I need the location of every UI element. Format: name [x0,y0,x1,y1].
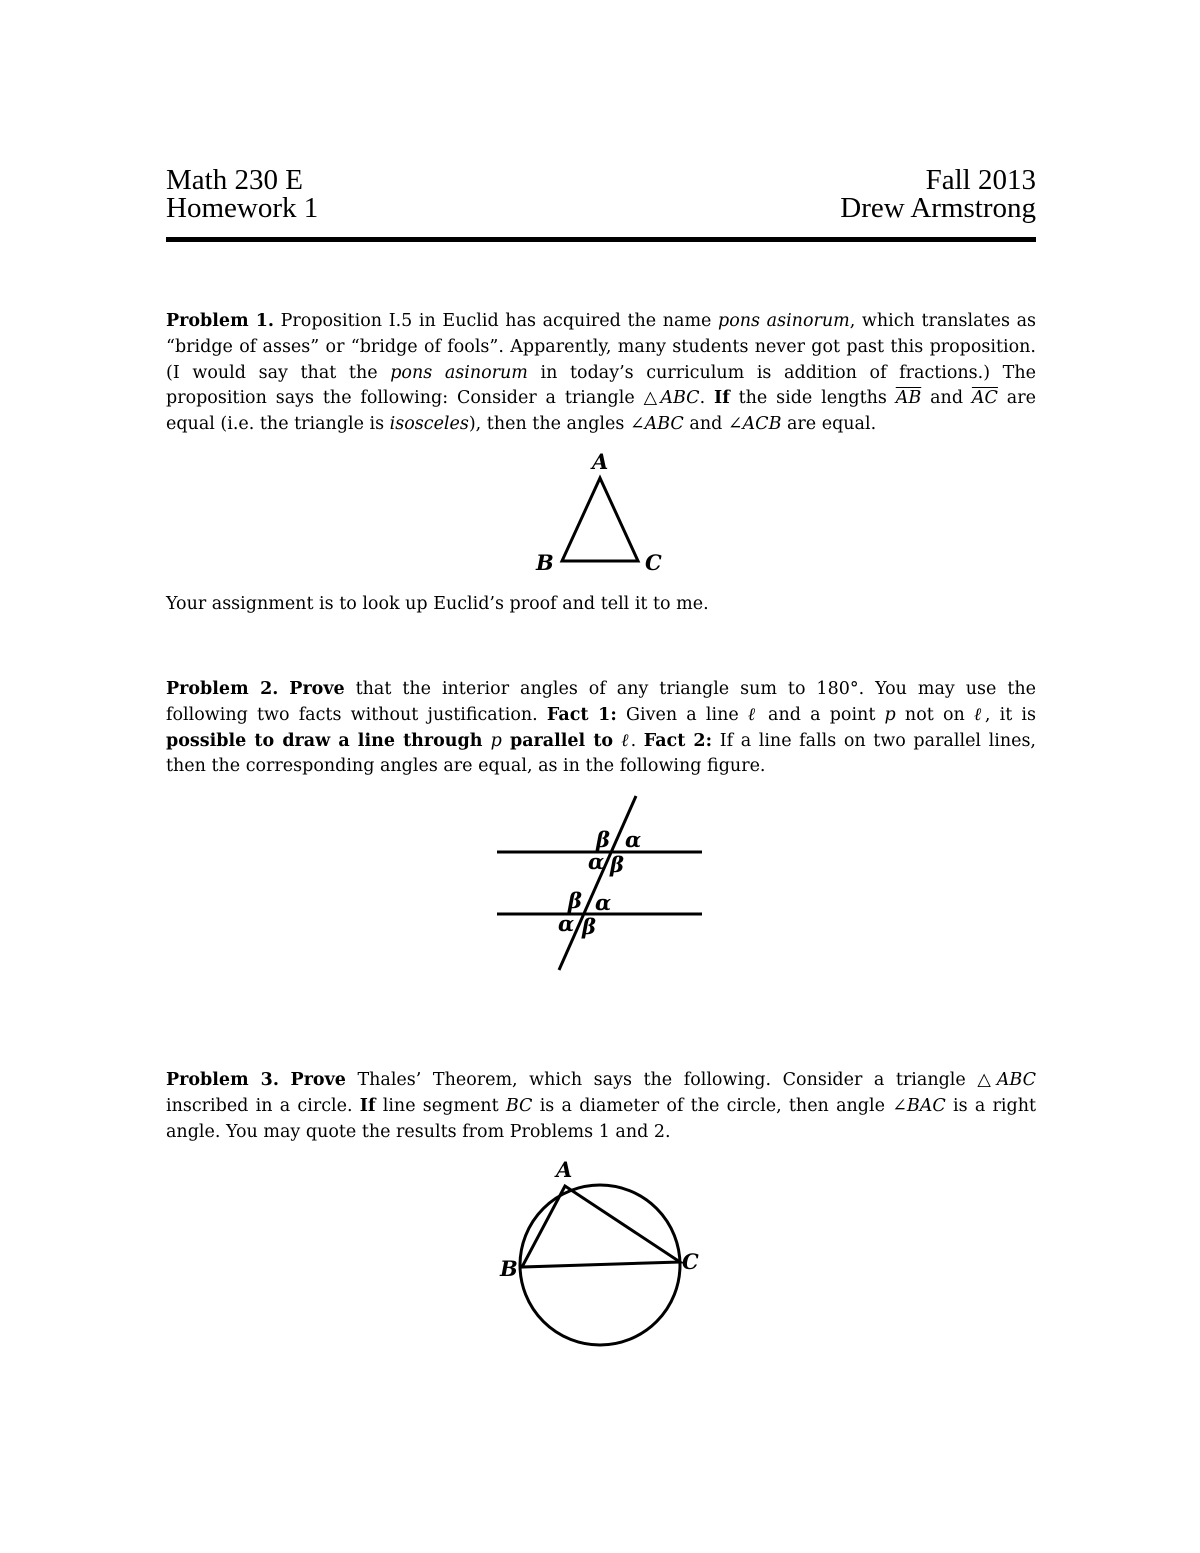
label-alpha-1: α [625,827,642,852]
inscribed-triangle [522,1186,680,1267]
p2-text-g: If a line falls on two parallel lines, then the corresponding angles are equal, as in the following figure. [166,730,1036,777]
p1-text-d: . [699,388,715,409]
p3-text-e: is a right angle. You may quote the results from Problems 1 and 2. [166,1095,1036,1142]
p3-angle-bac: ∠BAC [892,1095,946,1116]
p2-possible: possible to draw a line through [166,730,491,751]
problem-3-text [166,1068,1036,1145]
problem-2-title: Problem 2. [166,679,279,699]
p1-text-a: Proposition I.5 in Euclid has acquired the name [274,311,719,331]
p1-angle-acb: ∠ACB [727,414,782,435]
isosceles-triangle-figure [520,448,680,580]
p1-text-b: , which translates as “bridge of asses” or “bridge of fools”. Apparently, many students never got past this proposition. (I would say that the [166,311,1036,383]
p1-text-i: and [683,414,728,435]
p3-text-a: Thales’ Theorem, which says the following. Consider a triangle [345,1070,978,1090]
problem-2-text [166,677,1036,780]
problem-1-assignment: Your assignment is to look up Euclid’s proof and tell it to me. [166,594,709,614]
p2-ell-1: ℓ [747,704,759,725]
p2-text-a: that the interior angles of any triangle sum to 180°. You may use the following two facts without justification. [166,679,1036,725]
label-c: C [682,1249,699,1274]
problem-1-text [166,309,1036,438]
p2-point-2: p [490,730,502,751]
p2-parallel: parallel to [501,730,622,751]
header-rule [166,237,1036,242]
p2-text-e: , it is [984,704,1037,725]
label-a: A [556,1157,573,1182]
p3-segment-bc: BC [505,1095,533,1116]
label-a: A [592,449,609,474]
p2-text-f: . [630,730,644,751]
p2-text-c: and a point [758,704,885,725]
problem-1-title: Problem 1. [166,311,275,331]
label-alpha-2: α [588,849,605,874]
p1-if: If [714,388,730,409]
label-beta-2: β [610,852,624,877]
transversal-line [559,796,636,970]
p1-triangle: △ABC [643,388,700,409]
p1-text-g: are equal (i.e. the triangle is [166,388,1036,435]
label-beta-3: β [568,888,582,913]
p1-text-h: ), then the angles [468,414,630,435]
parallel-lines-figure [490,790,710,980]
triangle-shape [562,478,638,561]
label-alpha-4: α [558,911,575,936]
thales-circle-figure [490,1150,720,1350]
label-alpha-3: α [595,890,612,915]
p2-point-1: p [884,704,896,725]
label-c: C [645,550,662,575]
p3-prove: Prove [290,1070,346,1090]
p3-text-b: inscribed in a circle. [166,1095,360,1116]
assignment-title: Homework 1 [166,192,319,224]
p2-fact-2: Fact 2: [643,730,713,751]
p1-text-e: the side lengths [729,388,896,409]
p1-text-f: and [921,388,972,409]
p1-pons-2: pons asinorum [390,362,528,383]
p1-angle-abc: ∠ABC [629,414,684,435]
label-beta-1: β [596,827,610,852]
label-beta-4: β [582,914,596,939]
p1-text-c: in today’s curriculum is addition of fractions.) The proposition says the following: Consider a triangle [166,362,1036,409]
p2-ell-3: ℓ [621,730,631,751]
p1-side-ac: $\overline{AC}$ [971,388,998,409]
p2-fact-1: Fact 1: [546,704,617,725]
p3-text-d: is a diameter of the circle, then angle [532,1095,893,1116]
p3-text-c: line segment [375,1095,506,1116]
p1-side-ab: $\overline{AB}$ [895,388,922,409]
p1-text-j: are equal. [781,414,877,435]
p1-pons-1: pons asinorum [718,311,850,331]
p2-ell-2: ℓ [973,704,985,725]
p2-prove: Prove [289,679,345,699]
label-b: B [536,550,554,575]
p2-text-d: not on [895,704,974,725]
term: Fall 2013 [925,164,1036,196]
p2-text-b: Given a line [616,704,748,725]
p3-if: If [359,1095,376,1116]
label-b: B [500,1256,518,1281]
instructor-name: Drew Armstrong [840,192,1036,224]
document-header [166,166,1036,222]
problem-3-title: Problem 3. [166,1070,279,1090]
p3-triangle: △ABC [977,1070,1037,1090]
course-title: Math 230 E [166,164,303,196]
p1-isosceles: isosceles [389,414,469,435]
